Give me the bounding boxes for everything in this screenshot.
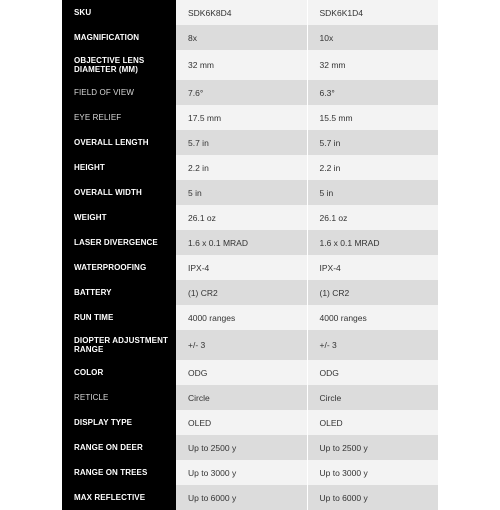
spec-label: BATTERY	[62, 280, 176, 305]
spec-row	[62, 155, 438, 180]
spec-value-model-1: 17.5 mm	[176, 105, 307, 130]
spec-row	[62, 280, 438, 305]
spec-label: DIOPTER ADJUSTMENT RANGE	[62, 330, 176, 360]
spec-value-model-2: 2.2 in	[307, 155, 438, 180]
spec-label: RANGE ON DEER	[62, 435, 176, 460]
spec-label: LASER DIVERGENCE	[62, 230, 176, 255]
spec-value-model-2: (1) CR2	[307, 280, 438, 305]
spec-row	[62, 80, 438, 105]
spec-value-model-1: 5.7 in	[176, 130, 307, 155]
spec-row	[62, 0, 438, 25]
spec-value-model-2: 1.6 x 0.1 MRAD	[307, 230, 438, 255]
spec-value-model-1: 26.1 oz	[176, 205, 307, 230]
spec-value-model-1: 8x	[176, 25, 307, 50]
spec-value-model-2: 5.7 in	[307, 130, 438, 155]
spec-row	[62, 130, 438, 155]
spec-label: WEIGHT	[62, 205, 176, 230]
spec-row	[62, 230, 438, 255]
spec-value-model-1: ODG	[176, 360, 307, 385]
spec-value-model-2: 5 in	[307, 180, 438, 205]
spec-label: OVERALL WIDTH	[62, 180, 176, 205]
spec-row	[62, 330, 438, 360]
spec-value-model-1: 1.6 x 0.1 MRAD	[176, 230, 307, 255]
spec-label: WATERPROOFING	[62, 255, 176, 280]
spec-row	[62, 410, 438, 435]
spec-label: MAX REFLECTIVE	[62, 485, 176, 510]
spec-value-model-2: 6.3°	[307, 80, 438, 105]
spec-table	[62, 0, 438, 510]
spec-label: HEIGHT	[62, 155, 176, 180]
spec-value-model-1: (1) CR2	[176, 280, 307, 305]
spec-row	[62, 360, 438, 385]
spec-row	[62, 385, 438, 410]
spec-row	[62, 25, 438, 50]
spec-value-model-1: IPX-4	[176, 255, 307, 280]
spec-label: OBJECTIVE LENS DIAMETER (MM)	[62, 50, 176, 80]
spec-value-model-2: 32 mm	[307, 50, 438, 80]
spec-row	[62, 105, 438, 130]
spec-value-model-1: 4000 ranges	[176, 305, 307, 330]
spec-value-model-2: 26.1 oz	[307, 205, 438, 230]
spec-row	[62, 50, 438, 80]
spec-row	[62, 205, 438, 230]
spec-label: OVERALL LENGTH	[62, 130, 176, 155]
spec-row	[62, 255, 438, 280]
spec-value-model-2: Circle	[307, 385, 438, 410]
spec-label: DISPLAY TYPE	[62, 410, 176, 435]
spec-row	[62, 435, 438, 460]
spec-value-model-2: 15.5 mm	[307, 105, 438, 130]
spec-value-model-2: ODG	[307, 360, 438, 385]
spec-value-model-1: Up to 2500 y	[176, 435, 307, 460]
spec-value-model-2: 10x	[307, 25, 438, 50]
spec-label: MAGNIFICATION	[62, 25, 176, 50]
spec-value-model-2: SDK6K1D4	[307, 0, 438, 25]
spec-label: RUN TIME	[62, 305, 176, 330]
spec-label: COLOR	[62, 360, 176, 385]
spec-row	[62, 305, 438, 330]
spec-value-model-2: IPX-4	[307, 255, 438, 280]
spec-value-model-2: OLED	[307, 410, 438, 435]
spec-label: FIELD OF VIEW	[62, 80, 176, 105]
spec-value-model-1: OLED	[176, 410, 307, 435]
spec-value-model-2: 4000 ranges	[307, 305, 438, 330]
spec-value-model-2: Up to 6000 y	[307, 485, 438, 510]
spec-value-model-1: 2.2 in	[176, 155, 307, 180]
spec-value-model-2: Up to 2500 y	[307, 435, 438, 460]
spec-value-model-2: +/- 3	[307, 330, 438, 360]
spec-label: RANGE ON TREES	[62, 460, 176, 485]
spec-value-model-1: Circle	[176, 385, 307, 410]
spec-value-model-1: Up to 6000 y	[176, 485, 307, 510]
spec-value-model-2: Up to 3000 y	[307, 460, 438, 485]
spec-label: RETICLE	[62, 385, 176, 410]
spec-value-model-1: SDK6K8D4	[176, 0, 307, 25]
spec-value-model-1: 5 in	[176, 180, 307, 205]
spec-value-model-1: Up to 3000 y	[176, 460, 307, 485]
spec-value-model-1: 32 mm	[176, 50, 307, 80]
spec-table-body	[62, 0, 438, 510]
spec-row	[62, 180, 438, 205]
spec-value-model-1: 7.6°	[176, 80, 307, 105]
spec-label: EYE RELIEF	[62, 105, 176, 130]
spec-label: SKU	[62, 0, 176, 25]
spec-row	[62, 460, 438, 485]
spec-value-model-1: +/- 3	[176, 330, 307, 360]
spec-row	[62, 485, 438, 510]
